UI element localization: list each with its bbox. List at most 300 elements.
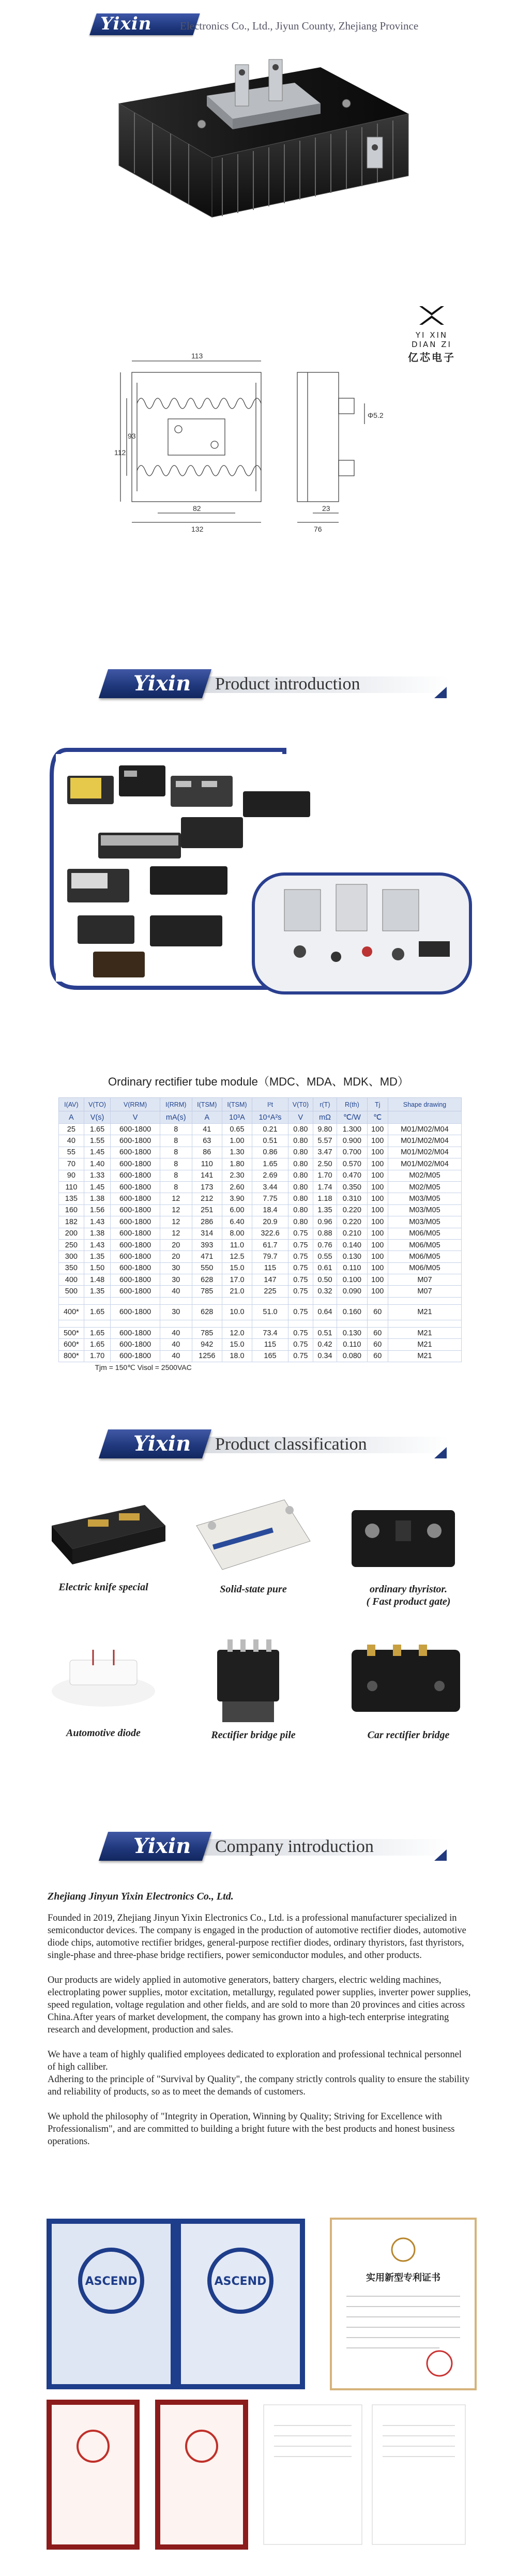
table-cell: 165 <box>252 1350 288 1362</box>
cert-logo-1: ASCEND <box>85 2275 138 2288</box>
company-paragraph-3: We have a team of highly qualified employees dedicated to exploration and professional technical personnel of high calliber. Adhering to the principle of "Survival by Quality", the company strictly controls quality to ensure the stability and reliability of products, so as to meet the demands of customers. <box>48 2050 470 2097</box>
table-header-cell: I(AV) <box>59 1098 84 1111</box>
table-cell: 40 <box>160 1350 192 1362</box>
header-logo: Yixin <box>100 13 152 34</box>
table-cell: 0.350 <box>337 1181 367 1193</box>
heatsink-photo <box>78 47 439 264</box>
table-cell: 1.00 <box>222 1135 252 1147</box>
table-row <box>59 1204 462 1216</box>
table-cell: 350 <box>59 1262 84 1274</box>
table-cell: 12.0 <box>222 1327 252 1338</box>
dim-76: 76 <box>314 525 322 533</box>
table-cell: 600-1800 <box>111 1304 160 1320</box>
table-cell: 600-1800 <box>111 1239 160 1251</box>
table-cell: 100 <box>367 1216 388 1228</box>
table-cell: 8 <box>160 1158 192 1170</box>
table-cell: 0.80 <box>288 1135 313 1147</box>
table-cell: 600* <box>59 1339 84 1350</box>
table-empty-cell <box>111 1320 160 1327</box>
table-empty-cell <box>337 1297 367 1304</box>
table-cell: 63 <box>192 1135 222 1147</box>
table-cell: 141 <box>192 1170 222 1181</box>
table-row <box>59 1239 462 1251</box>
banner-corner <box>434 1849 447 1861</box>
table-empty-cell <box>84 1297 111 1304</box>
table-cell: 1.55 <box>84 1135 111 1147</box>
table-unit-cell: V <box>111 1111 160 1124</box>
table-cell: 1.74 <box>313 1181 337 1193</box>
table-row <box>59 1193 462 1204</box>
table-cell: 60 <box>367 1339 388 1350</box>
table-header-cell: Shape drawing <box>388 1098 461 1111</box>
label-fast-product-gate: ( Fast product gate) <box>366 1596 451 1607</box>
table-cell: 9.80 <box>313 1124 337 1135</box>
table-empty-cell <box>252 1297 288 1304</box>
table-cell: 0.51 <box>313 1327 337 1338</box>
company-paragraph-4: We uphold the philosophy of "Integrity in Operation, Winning by Quality; Striving for Excellence with Professionalism", and are committed to building a bright future with the best products and honest business operations. <box>48 2112 455 2147</box>
table-cell: M07 <box>388 1286 461 1297</box>
table-header-cell: V(RRM) <box>111 1098 160 1111</box>
table-cell: 2.50 <box>313 1158 337 1170</box>
table-cell: 20 <box>160 1251 192 1262</box>
table-cell: 0.42 <box>313 1339 337 1350</box>
table-cell: 100 <box>367 1181 388 1193</box>
table-cell: 11.0 <box>222 1239 252 1251</box>
table-cell: 1.70 <box>313 1170 337 1181</box>
table-row <box>59 1350 462 1362</box>
table-cell: 0.900 <box>337 1135 367 1147</box>
table-cell: M01/M02/M04 <box>388 1147 461 1158</box>
table-cell: 100 <box>367 1170 388 1181</box>
table-cell: 40 <box>160 1286 192 1297</box>
table-cell: 1.65 <box>252 1158 288 1170</box>
table-cell: 0.210 <box>337 1228 367 1239</box>
banner-corner <box>434 687 447 698</box>
table-cell: 3.44 <box>252 1181 288 1193</box>
table-cell: 322.6 <box>252 1228 288 1239</box>
table-cell: 6.00 <box>222 1204 252 1216</box>
table-cell: 0.64 <box>313 1304 337 1320</box>
table-cell: 600-1800 <box>111 1339 160 1350</box>
table-cell: 1.300 <box>337 1124 367 1135</box>
table-cell: 12 <box>160 1204 192 1216</box>
table-cell: M21 <box>388 1350 461 1362</box>
table-cell: 8 <box>160 1135 192 1147</box>
table-cell: 1.56 <box>84 1204 111 1216</box>
table-cell: 100 <box>367 1124 388 1135</box>
table-cell: 1.48 <box>84 1274 111 1286</box>
table-cell: 0.80 <box>288 1170 313 1181</box>
label-automotive-diode: Automotive diode <box>66 1727 141 1739</box>
table-cell: 1.45 <box>84 1181 111 1193</box>
company-intro-banner <box>98 1829 450 1864</box>
table-cell: 0.75 <box>288 1350 313 1362</box>
table-cell: 600-1800 <box>111 1135 160 1147</box>
table-header-cell: V(TO) <box>84 1098 111 1111</box>
table-cell: M02/M05 <box>388 1181 461 1193</box>
table-cell: 200 <box>59 1228 84 1239</box>
certificates-gallery <box>47 2219 476 2555</box>
table-cell: 0.470 <box>337 1170 367 1181</box>
table-cell: 0.80 <box>288 1193 313 1204</box>
table-cell: M03/M05 <box>388 1216 461 1228</box>
table-cell: 0.75 <box>288 1327 313 1338</box>
table-row <box>59 1228 462 1239</box>
dim-23: 23 <box>322 504 330 513</box>
table-cell: 0.700 <box>337 1147 367 1158</box>
table-cell: 0.100 <box>337 1274 367 1286</box>
table-cell: 1.80 <box>222 1158 252 1170</box>
table-empty-cell <box>84 1320 111 1327</box>
table-cell: M03/M05 <box>388 1193 461 1204</box>
table-cell: 40 <box>160 1339 192 1350</box>
spec-table <box>58 1097 462 1374</box>
table-cell: 30 <box>160 1262 192 1274</box>
table-empty-cell <box>222 1297 252 1304</box>
table-cell: 0.75 <box>288 1239 313 1251</box>
table-cell: 100 <box>367 1286 388 1297</box>
table-cell: M21 <box>388 1304 461 1320</box>
table-cell: 0.75 <box>288 1274 313 1286</box>
table-cell: M06/M05 <box>388 1251 461 1262</box>
certificate-ascend-2 <box>176 2219 305 2389</box>
table-cell: 0.76 <box>313 1239 337 1251</box>
table-cell: 8.00 <box>222 1228 252 1239</box>
table-cell: 0.96 <box>313 1216 337 1228</box>
table-cell: 10.0 <box>222 1304 252 1320</box>
table-cell: 160 <box>59 1204 84 1216</box>
table-cell: 86 <box>192 1147 222 1158</box>
table-empty-cell <box>367 1297 388 1304</box>
table-cell: 550 <box>192 1262 222 1274</box>
table-cell: 1.70 <box>84 1350 111 1362</box>
table-cell: 12 <box>160 1193 192 1204</box>
table-cell: 70 <box>59 1158 84 1170</box>
table-cell: 1.35 <box>84 1286 111 1297</box>
table-cell: M21 <box>388 1339 461 1350</box>
table-cell: 500 <box>59 1286 84 1297</box>
table-row <box>59 1251 462 1262</box>
table-cell: 942 <box>192 1339 222 1350</box>
table-row <box>59 1147 462 1158</box>
table-header-cell: I(TSM) <box>222 1098 252 1111</box>
table-row <box>59 1124 462 1135</box>
table-cell: 100 <box>367 1274 388 1286</box>
table-cell: 0.50 <box>313 1274 337 1286</box>
table-cell: 5.57 <box>313 1135 337 1147</box>
table-unit-cell: ℃ <box>367 1111 388 1124</box>
product-automotive-diode <box>52 1650 155 1707</box>
table-cell: 20.9 <box>252 1216 288 1228</box>
table-cell: 0.75 <box>288 1339 313 1350</box>
table-cell: 90 <box>59 1170 84 1181</box>
table-footer-row <box>59 1362 462 1374</box>
certificate-honor-2 <box>155 2400 248 2550</box>
table-cell: 40 <box>160 1327 192 1338</box>
table-cell: 600-1800 <box>111 1286 160 1297</box>
banner-logo: Yixin <box>133 1432 191 1456</box>
table-cell: 25 <box>59 1124 84 1135</box>
table-cell: 393 <box>192 1239 222 1251</box>
table-unit-cell: V(s) <box>84 1111 111 1124</box>
table-cell: 20 <box>160 1239 192 1251</box>
table-cell: 600-1800 <box>111 1147 160 1158</box>
table-cell: 182 <box>59 1216 84 1228</box>
table-empty-cell <box>160 1297 192 1304</box>
certificate-doc-1 <box>264 2405 362 2544</box>
table-cell: 600-1800 <box>111 1262 160 1274</box>
label-ordinary-thyristor: ordinary thyristor. <box>369 1584 448 1595</box>
table-cell: 314 <box>192 1228 222 1239</box>
table-empty-cell <box>313 1320 337 1327</box>
table-cell: 1.65 <box>84 1304 111 1320</box>
table-cell: 100 <box>367 1262 388 1274</box>
table-empty-cell <box>288 1320 313 1327</box>
table-cell: 0.220 <box>337 1216 367 1228</box>
certificate-patent <box>331 2219 476 2389</box>
table-cell: 100 <box>367 1147 388 1158</box>
table-cell: 0.140 <box>337 1239 367 1251</box>
table-cell: 60 <box>367 1327 388 1338</box>
brand-chinese: 亿芯电子 <box>408 351 455 364</box>
table-cell: 17.0 <box>222 1274 252 1286</box>
table-cell: 3.90 <box>222 1193 252 1204</box>
table-header-cell: I(RRM) <box>160 1098 192 1111</box>
table-cell: 800* <box>59 1350 84 1362</box>
table-cell: 51.0 <box>252 1304 288 1320</box>
certificate-ascend-1 <box>47 2219 176 2389</box>
product-class-banner <box>98 1426 450 1462</box>
table-row <box>59 1135 462 1147</box>
table-cell: 0.570 <box>337 1158 367 1170</box>
table-cell: 0.80 <box>288 1181 313 1193</box>
table-row <box>59 1158 462 1170</box>
table-empty-cell <box>252 1320 288 1327</box>
table-cell: 1.38 <box>84 1193 111 1204</box>
table-title: Ordinary rectifier tube module（MDC、MDA、MDK、MD） <box>108 1075 409 1088</box>
table-cell: 0.75 <box>288 1286 313 1297</box>
table-cell: 0.110 <box>337 1262 367 1274</box>
table-cell: 250 <box>59 1239 84 1251</box>
table-cell: 12.5 <box>222 1251 252 1262</box>
table-cell: 300 <box>59 1251 84 1262</box>
label-solid-state: Solid-state pure <box>220 1584 287 1595</box>
table-cell: 1.45 <box>84 1147 111 1158</box>
table-cell: 1.35 <box>84 1251 111 1262</box>
table-cell: 18.0 <box>222 1350 252 1362</box>
table-cell: 0.65 <box>222 1124 252 1135</box>
table-cell: 147 <box>252 1274 288 1286</box>
table-cell: 400 <box>59 1274 84 1286</box>
company-paragraph-1: Founded in 2019, Zhejiang Jinyun Yixin Electronics Co., Ltd. is a professional manufacturer specialized in semiconductor devices. The company is engaged in the production of automotive rectifier diodes, automotive diode chips, automotive rectifier bridges, general-purpose rectifier diodes, ordinary thyristors, fast thyristors, single-phase and three-phase bridge rectifiers, power semiconductor modules, and other products. <box>48 1913 466 1961</box>
table-cell: 0.80 <box>288 1204 313 1216</box>
company-description <box>48 1890 472 2160</box>
table-cell: 3.47 <box>313 1147 337 1158</box>
table-cell: 0.110 <box>337 1339 367 1350</box>
table-cell: 500* <box>59 1327 84 1338</box>
table-unit-cell: V <box>288 1111 313 1124</box>
cert-patent-title: 实用新型专利证书 <box>366 2272 440 2283</box>
table-cell: 0.75 <box>288 1228 313 1239</box>
table-cell: M02/M05 <box>388 1170 461 1181</box>
table-cell: 400* <box>59 1304 84 1320</box>
table-cell: 79.7 <box>252 1251 288 1262</box>
table-empty-cell <box>59 1320 84 1327</box>
dim-93: 93 <box>128 432 136 440</box>
table-cell: 225 <box>252 1286 288 1297</box>
cert-logo-2: ASCEND <box>214 2275 267 2288</box>
banner-title: Product introduction <box>215 674 360 694</box>
table-cell: 8 <box>160 1170 192 1181</box>
table-header-cell: Tj <box>367 1098 388 1111</box>
table-cell: 100 <box>367 1158 388 1170</box>
table-cell: 110 <box>59 1181 84 1193</box>
product-intro-banner <box>98 666 450 701</box>
table-cell: 600-1800 <box>111 1181 160 1193</box>
table-cell: 785 <box>192 1286 222 1297</box>
table-cell: 0.80 <box>288 1216 313 1228</box>
table-empty-cell <box>59 1297 84 1304</box>
table-cell: 7.75 <box>252 1193 288 1204</box>
table-cell: 0.75 <box>288 1251 313 1262</box>
table-row <box>59 1327 462 1338</box>
table-cell: 600-1800 <box>111 1251 160 1262</box>
table-cell: 12 <box>160 1228 192 1239</box>
dim-132: 132 <box>191 525 204 533</box>
table-cell: 628 <box>192 1274 222 1286</box>
table-cell: 1.50 <box>84 1262 111 1274</box>
table-cell: 0.34 <box>313 1350 337 1362</box>
dim-82: 82 <box>193 504 201 513</box>
table-cell: 30 <box>160 1304 192 1320</box>
table-cell: 251 <box>192 1204 222 1216</box>
banner-corner <box>434 1447 447 1458</box>
table-cell: M01/M02/M04 <box>388 1158 461 1170</box>
table-cell: 1256 <box>192 1350 222 1362</box>
table-cell: 0.80 <box>288 1124 313 1135</box>
table-unit-cell: mA(s) <box>160 1111 192 1124</box>
company-heading: Zhejiang Jinyun Yixin Electronics Co., Ltd. <box>48 1891 234 1902</box>
table-unit-cell: 10⁴A²s <box>252 1111 288 1124</box>
table-cell: 1.33 <box>84 1170 111 1181</box>
table-cell: 600-1800 <box>111 1228 160 1239</box>
table-cell: M07 <box>388 1274 461 1286</box>
label-car-rectifier-bridge: Car rectifier bridge <box>367 1729 450 1741</box>
classification-grid <box>41 1495 476 1836</box>
table-unit-cell: 10³A <box>222 1111 252 1124</box>
table-unit-cell: A <box>59 1111 84 1124</box>
table-cell: 1.65 <box>84 1339 111 1350</box>
table-empty-cell <box>337 1320 367 1327</box>
table-cell: 600-1800 <box>111 1204 160 1216</box>
brand-x-icon <box>416 305 447 326</box>
banner-logo: Yixin <box>133 1834 191 1858</box>
table-row <box>59 1304 462 1320</box>
table-cell: 1.35 <box>313 1204 337 1216</box>
table-cell: 0.220 <box>337 1204 367 1216</box>
table-cell: 785 <box>192 1327 222 1338</box>
table-row <box>59 1170 462 1181</box>
table-empty-cell <box>313 1297 337 1304</box>
table-spacer-row <box>59 1320 462 1327</box>
table-row <box>59 1339 462 1350</box>
table-header-cell: I²t <box>252 1098 288 1111</box>
table-cell: 115 <box>252 1262 288 1274</box>
table-cell: 600-1800 <box>111 1170 160 1181</box>
table-cell: 8 <box>160 1147 192 1158</box>
table-cell: 2.30 <box>222 1170 252 1181</box>
table-unit-cell: mΩ <box>313 1111 337 1124</box>
table-cell: 135 <box>59 1193 84 1204</box>
table-cell: 0.090 <box>337 1286 367 1297</box>
table-cell: 628 <box>192 1304 222 1320</box>
table-cell: 0.61 <box>313 1262 337 1274</box>
table-cell: 115 <box>252 1339 288 1350</box>
table-cell: M06/M05 <box>388 1228 461 1239</box>
table-cell: 61.7 <box>252 1239 288 1251</box>
table-cell: 0.75 <box>288 1262 313 1274</box>
banner-title: Company introduction <box>215 1837 374 1856</box>
table-cell: 1.18 <box>313 1193 337 1204</box>
table-row <box>59 1216 462 1228</box>
table-cell: 471 <box>192 1251 222 1262</box>
table-cell: 1.43 <box>84 1239 111 1251</box>
table-header-cell: R(th) <box>337 1098 367 1111</box>
table-row <box>59 1286 462 1297</box>
table-cell: 15.0 <box>222 1262 252 1274</box>
certificate-honor-1 <box>47 2400 140 2550</box>
table-cell: 60 <box>367 1304 388 1320</box>
table-cell: 30 <box>160 1274 192 1286</box>
table-cell: 0.310 <box>337 1193 367 1204</box>
dim-113: 113 <box>191 352 203 360</box>
header-company-name: Electronics Co., Ltd., Jiyun County, Zhejiang Province <box>180 20 419 32</box>
table-cell: M21 <box>388 1327 461 1338</box>
table-cell: 0.88 <box>313 1228 337 1239</box>
table-empty-cell <box>192 1320 222 1327</box>
table-cell: 0.21 <box>252 1124 288 1135</box>
product-car-rectifier-bridge <box>352 1645 460 1712</box>
table-cell: 0.160 <box>337 1304 367 1320</box>
certificate-doc-2 <box>372 2405 465 2544</box>
table-cell: 40 <box>59 1135 84 1147</box>
table-cell: 0.130 <box>337 1327 367 1338</box>
table-cell: M06/M05 <box>388 1262 461 1274</box>
banner-title: Product classification <box>215 1435 367 1454</box>
table-empty-cell <box>222 1320 252 1327</box>
product-ordinary-thyristor <box>352 1510 455 1567</box>
table-cell: 0.32 <box>313 1286 337 1297</box>
table-cell: 2.69 <box>252 1170 288 1181</box>
table-cell: 0.130 <box>337 1251 367 1262</box>
table-cell: 8 <box>160 1181 192 1193</box>
table-cell: 100 <box>367 1193 388 1204</box>
table-cell: M01/M02/M04 <box>388 1135 461 1147</box>
table-cell: 100 <box>367 1135 388 1147</box>
table-cell: 600-1800 <box>111 1327 160 1338</box>
table-row <box>59 1262 462 1274</box>
table-cell: 8 <box>160 1124 192 1135</box>
table-cell: 1.38 <box>84 1228 111 1239</box>
table-cell: 12 <box>160 1216 192 1228</box>
table-empty-cell <box>111 1297 160 1304</box>
table-cell: M03/M05 <box>388 1204 461 1216</box>
table-cell: 21.0 <box>222 1286 252 1297</box>
table-cell: 600-1800 <box>111 1124 160 1135</box>
table-cell: 0.75 <box>288 1304 313 1320</box>
table-cell: 6.40 <box>222 1216 252 1228</box>
dim-112: 112 <box>114 448 126 457</box>
